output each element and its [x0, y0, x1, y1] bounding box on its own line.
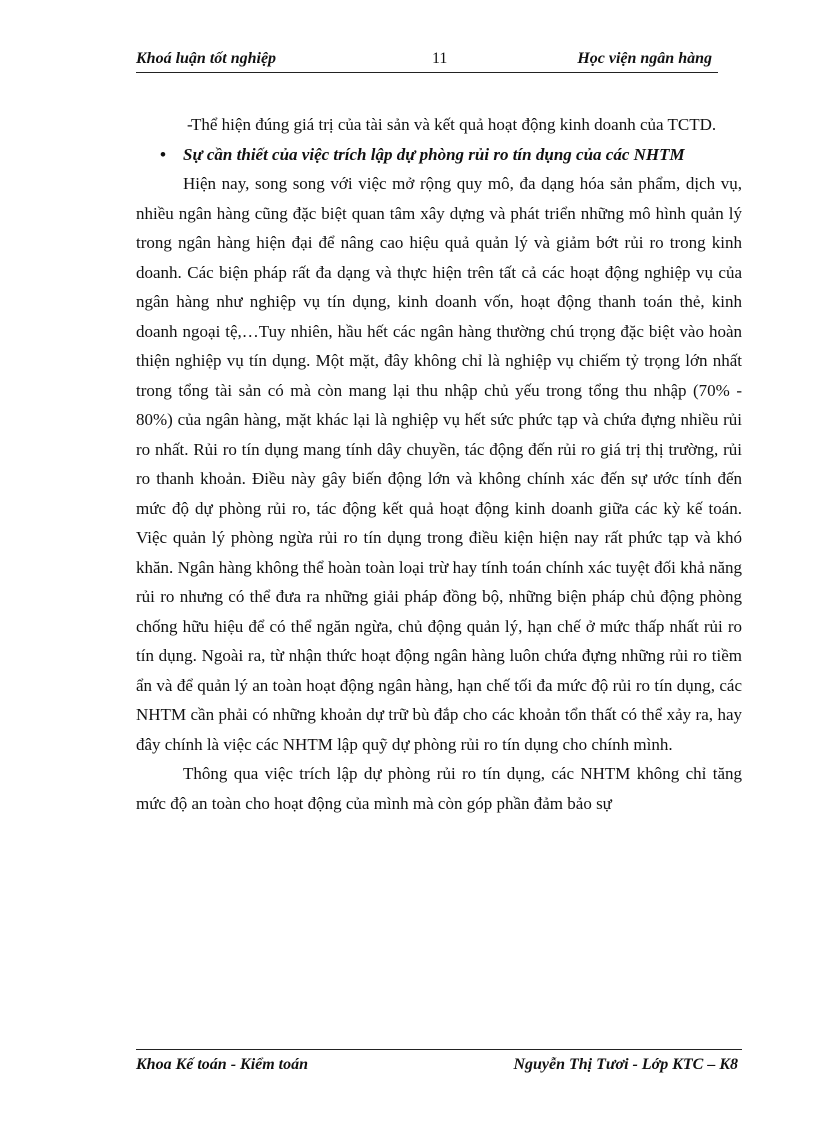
body-paragraph-2: Thông qua việc trích lập dự phòng rủi ro tín dụng, các NHTM không chỉ tăng mức độ an toàn cho hoạt động của mình mà còn góp phần đảm bảo sự: [136, 764, 742, 813]
header-institution: Học viện ngân hàng: [577, 50, 712, 67]
dash-list-text: Thể hiện đúng giá trị của tài sản và kết quả hoạt động kinh doanh của TCTD.: [191, 115, 717, 134]
page-header: [136, 48, 718, 73]
page-footer: [136, 1049, 742, 1080]
page-body: [136, 110, 742, 818]
body-paragraph-1: Hiện nay, song song với việc mở rộng quy mô, đa dạng hóa sản phẩm, dịch vụ, nhiều ngân hàng cũng đặc biệt quan tâm xây dựng và phát triển những mô hình quản lý trong ngân hàng hiện đại để nâng cao hiệu quả quản lý và giảm bớt rủi ro trong kinh doanh. Các biện pháp rất đa dạng và thực hiện trên tất cả các hoạt động nghiệp vụ của ngân hàng như nghiệp vụ tín dụng, kinh doanh vốn, hoạt động thanh toán thẻ, kinh doanh ngoại tệ,…Tuy nhiên, hầu hết các ngân hàng thường chú trọng đặc biệt vào hoàn thiện nghiệp vụ tín dụng. Một mặt, đây không chỉ là nghiệp vụ chiếm tỷ trọng lớn nhất trong tổng tài sản có mà còn mang lại thu nhập chủ yếu trong tổng thu nhập (70% - 80%) của ngân hàng, mặt khác lại là nghiệp vụ hết sức phức tạp và chứa đựng nhiều rủi ro nhất. Rủi ro tín dụng mang tính dây chuyền, tác động đến rủi ro giá trị thị trường, rủi ro thanh khoản. Điều này gây biến động lớn và không chính xác đến sự ước tính đến mức độ dự phòng rủi ro, tác động kết quả hoạt động kinh doanh giữa các kỳ kế toán. Việc quản lý phòng ngừa rủi ro tín dụng trong điều kiện hiện nay rất phức tạp và khó khăn. Ngân hàng không thể hoàn toàn loại trừ hay tính toán chính xác tuyệt đối khả năng rủi ro nhưng có thể đưa ra những giải pháp đồng bộ, những biện pháp chủ động phòng chống hữu hiệu để có thể ngăn ngừa, chủ động quản lý, hạn chế ở mức thấp nhất rủi ro tín dụng. Ngoài ra, từ nhận thức hoạt động ngân hàng luôn chứa đựng những rủi ro tiềm ẩn và để quản lý an toàn hoạt động ngân hàng, hạn chế tối đa mức độ rủi ro tín dụng, các NHTM cần phải có những khoản dự trữ bù đắp cho các khoản tổn thất có thể xảy ra, hay đây chính là việc các NHTM lập quỹ dự phòng rủi ro tín dụng cho chính mình.: [136, 174, 742, 754]
header-thesis-title: Khoá luận tốt nghiệp: [136, 50, 277, 67]
section-heading: [136, 140, 742, 170]
footer-author: Nguyễn Thị Tươi - Lớp KTC – K8: [513, 1056, 738, 1073]
page-number: 11: [432, 50, 448, 67]
section-heading-text: Sự cần thiết của việc trích lập dự phòng rủi ro tín dụng của các NHTM: [183, 144, 685, 164]
dash-marker: -: [187, 115, 193, 134]
dash-list-item: [136, 110, 742, 140]
footer-faculty: Khoa Kế toán - Kiểm toán: [136, 1056, 309, 1073]
bullet-icon: •: [160, 144, 166, 164]
